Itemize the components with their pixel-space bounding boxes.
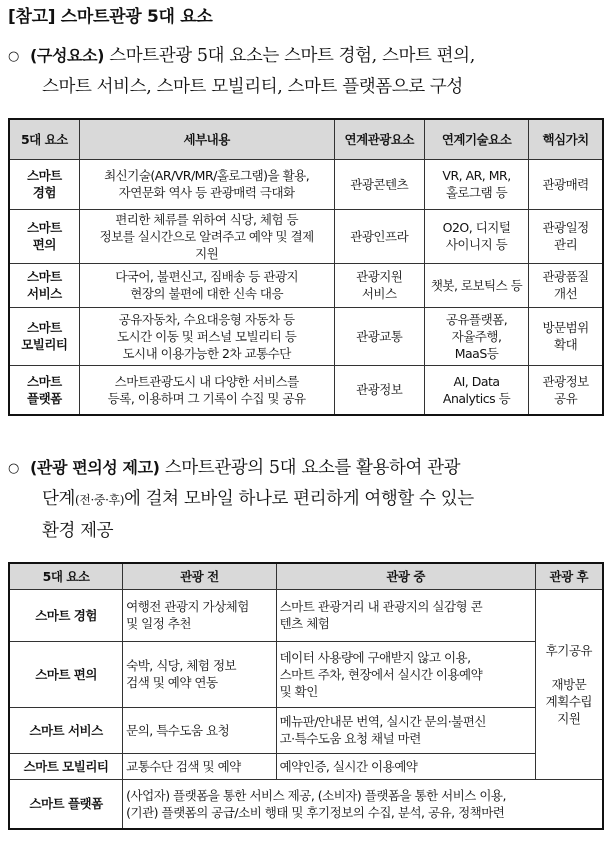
during-cell: 데이터 사용량에 구애받지 않고 이용, 스마트 주차, 현장에서 실시간 이용예약 및 확인 [276,641,535,707]
column-header: 연계기술요소 [424,119,528,159]
element-cell: 스마트 경험 [9,159,79,209]
during-cell: 예약인증, 실시간 이용예약 [276,753,535,779]
section-composition-line1 [8,40,604,72]
stages-table [8,562,604,830]
before-cell: 숙박, 식당, 체험 정보 검색 및 예약 연동 [123,641,276,707]
element-cell: 스마트 편의 [9,641,123,707]
during-cell: 스마트 관광거리 내 관광지의 실감형 콘 텐츠 체험 [276,589,535,641]
column-header: 관광 중 [276,563,535,589]
page-title: [참고] 스마트관광 5대 요소 [8,7,213,27]
table-row [9,365,603,415]
table-row [9,753,603,779]
core-value-cell: 관광정보 공유 [529,365,603,415]
table-row [9,589,603,641]
detail-cell: 최신기술(AR/VR/MR/홀로그램)을 활용, 자연문화 역사 등 관광매력 극대화 [79,159,334,209]
text-fragment: (전·중·후) [75,493,124,507]
core-value-cell: 관광매력 [529,159,603,209]
section-text-line2 [8,484,604,516]
section-keyword: (구성요소) [30,46,105,65]
section-text: 스마트관광 5대 요소는 스마트 경험, 스마트 편의, [104,46,475,66]
section-text: 스마트관광의 5대 요소를 활용하여 관광 [159,458,461,478]
column-header: 관광 전 [123,563,276,589]
table-row [9,707,603,753]
element-cell: 스마트 서비스 [9,707,123,753]
detail-cell: 편리한 체류를 위하여 식당, 체험 등 정보를 실시간으로 알려주고 예약 및 결제 지원 [79,209,334,263]
table-row [9,779,603,829]
element-cell: 스마트 플랫폼 [9,365,79,415]
column-header: 5대 요소 [9,563,123,589]
tourism-element-cell: 관광인프라 [334,209,424,263]
core-value-cell: 관광품질 개선 [529,263,603,307]
text-fragment: 단계 [42,489,76,509]
before-cell: 여행전 관광지 가상체험 및 일정 추천 [123,589,276,641]
tech-element-cell: AI, Data Analytics 등 [424,365,528,415]
before-cell: 교통수단 검색 및 예약 [123,753,276,779]
element-cell: 스마트 서비스 [9,263,79,307]
column-header: 5대 요소 [9,119,79,159]
section-text-line2: 스마트 서비스, 스마트 모빌리티, 스마트 플랫폼으로 구성 [42,77,463,97]
element-cell: 스마트 경험 [9,589,123,641]
core-value-cell: 방문범위 확대 [529,307,603,365]
section-convenience-line1 [8,452,604,484]
platform-detail-cell: (사업자) 플랫폼을 통한 서비스 제공, (소비자) 플랫폼을 통한 서비스 이용, (기관) 플랫폼의 공급/소비 행태 및 후기정보의 수집, 분석, 공유, 정책마련 [123,779,603,829]
column-header: 연계관광요소 [334,119,424,159]
tech-element-cell: 공유플랫폼, 자율주행, MaaS등 [424,307,528,365]
tech-element-cell: VR, AR, MR, 홀로그램 등 [424,159,528,209]
section-composition [8,40,604,103]
column-header: 세부내용 [79,119,334,159]
section-convenience [8,452,604,547]
element-cell: 스마트 편의 [9,209,79,263]
tech-element-cell: 챗봇, 로보틱스 등 [424,263,528,307]
column-header: 핵심가치 [529,119,603,159]
elements-table [8,118,604,416]
bullet-circle-icon: ○ [8,461,19,476]
tourism-element-cell: 관광정보 [334,365,424,415]
table-row [9,209,603,263]
section-text-line3: 환경 제공 [42,521,114,541]
element-cell: 스마트 플랫폼 [9,779,123,829]
tourism-element-cell: 관광지원 서비스 [334,263,424,307]
detail-cell: 공유자동차, 수요대응형 자동차 등 도시간 이동 및 퍼스널 모빌리티 등 도시내 이용가능한 2차 교통수단 [79,307,334,365]
detail-cell: 다국어, 불편신고, 짐배송 등 관광지 현장의 불편에 대한 신속 대응 [79,263,334,307]
table-header-row [9,563,603,589]
detail-cell: 스마트관광도시 내 다양한 서비스를 등록, 이용하며 그 기록이 수집 및 공유 [79,365,334,415]
element-cell: 스마트 모빌리티 [9,753,123,779]
table-header-row [9,119,603,159]
element-cell: 스마트 모빌리티 [9,307,79,365]
table-row [9,263,603,307]
section-keyword: (관광 편의성 제고) [30,458,160,477]
column-header: 관광 후 [535,563,603,589]
table-row [9,159,603,209]
tourism-element-cell: 관광콘텐츠 [334,159,424,209]
bullet-circle-icon: ○ [8,49,19,64]
core-value-cell: 관광일정 관리 [529,209,603,263]
text-fragment: 에 걸쳐 모바일 하나로 편리하게 여행할 수 있는 [123,489,474,509]
tourism-element-cell: 관광교통 [334,307,424,365]
tech-element-cell: O2O, 디지털 사이니지 등 [424,209,528,263]
before-cell: 문의, 특수도움 요청 [123,707,276,753]
table-row [9,307,603,365]
during-cell: 메뉴판/안내문 번역, 실시간 문의·불편신 고·특수도움 요청 채널 마련 [276,707,535,753]
table-row [9,641,603,707]
after-cell: 후기공유 재방문 계획수립 지원 [535,589,603,779]
